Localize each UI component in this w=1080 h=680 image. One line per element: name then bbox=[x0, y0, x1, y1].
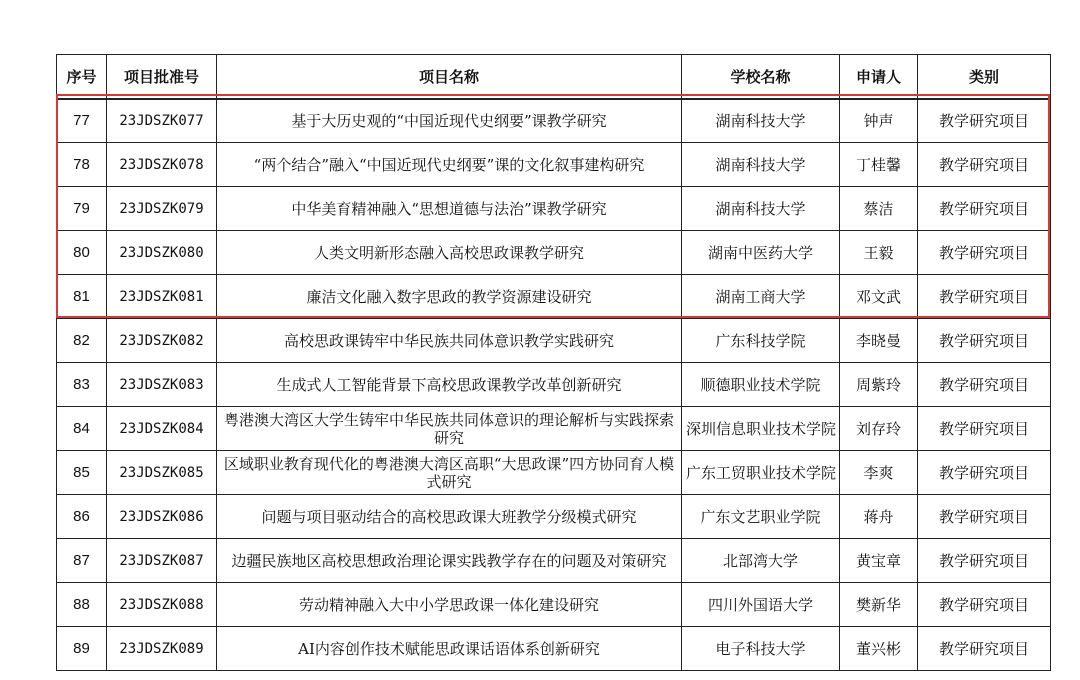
table-row bbox=[57, 143, 1051, 187]
cell-school-name: 电子科技大学 bbox=[682, 627, 840, 671]
cell-category: 教学研究项目 bbox=[918, 231, 1051, 275]
cell-category: 教学研究项目 bbox=[918, 539, 1051, 583]
table-row bbox=[57, 99, 1051, 143]
cell-approval-number: 23JDSZK087 bbox=[107, 539, 217, 583]
cell-applicant: 樊新华 bbox=[840, 583, 918, 627]
header-applicant: 申请人 bbox=[840, 55, 918, 99]
cell-project-name: 生成式人工智能背景下高校思政课教学改革创新研究 bbox=[217, 363, 682, 407]
cell-seq: 84 bbox=[57, 407, 107, 451]
cell-category: 教学研究项目 bbox=[918, 495, 1051, 539]
document-page bbox=[56, 54, 1050, 671]
table-row bbox=[57, 407, 1051, 451]
header-category: 类别 bbox=[918, 55, 1051, 99]
cell-applicant: 李晓曼 bbox=[840, 319, 918, 363]
cell-applicant: 刘存玲 bbox=[840, 407, 918, 451]
cell-category: 教学研究项目 bbox=[918, 187, 1051, 231]
header-school-name: 学校名称 bbox=[682, 55, 840, 99]
cell-seq: 83 bbox=[57, 363, 107, 407]
cell-project-name: AI内容创作技术赋能思政课话语体系创新研究 bbox=[217, 627, 682, 671]
cell-seq: 77 bbox=[57, 99, 107, 143]
table-row bbox=[57, 187, 1051, 231]
cell-applicant: 董兴彬 bbox=[840, 627, 918, 671]
cell-project-name: 中华美育精神融入“思想道德与法治”课教学研究 bbox=[217, 187, 682, 231]
cell-project-name: 廉洁文化融入数字思政的教学资源建设研究 bbox=[217, 275, 682, 319]
cell-project-name: 区域职业教育现代化的粤港澳大湾区高职“大思政课”四方协同育人模式研究 bbox=[217, 451, 682, 495]
cell-approval-number: 23JDSZK078 bbox=[107, 143, 217, 187]
table-header-row bbox=[57, 55, 1051, 99]
cell-project-name: 问题与项目驱动结合的高校思政课大班教学分级模式研究 bbox=[217, 495, 682, 539]
cell-school-name: 湖南科技大学 bbox=[682, 143, 840, 187]
cell-category: 教学研究项目 bbox=[918, 583, 1051, 627]
cell-school-name: 湖南科技大学 bbox=[682, 187, 840, 231]
cell-seq: 87 bbox=[57, 539, 107, 583]
cell-project-name: 边疆民族地区高校思想政治理论课实践教学存在的问题及对策研究 bbox=[217, 539, 682, 583]
cell-applicant: 李爽 bbox=[840, 451, 918, 495]
cell-seq: 79 bbox=[57, 187, 107, 231]
cell-applicant: 周紫玲 bbox=[840, 363, 918, 407]
cell-applicant: 丁桂馨 bbox=[840, 143, 918, 187]
cell-school-name: 顺德职业技术学院 bbox=[682, 363, 840, 407]
cell-approval-number: 23JDSZK083 bbox=[107, 363, 217, 407]
cell-category: 教学研究项目 bbox=[918, 99, 1051, 143]
cell-applicant: 黄宝章 bbox=[840, 539, 918, 583]
cell-seq: 82 bbox=[57, 319, 107, 363]
cell-category: 教学研究项目 bbox=[918, 451, 1051, 495]
cell-approval-number: 23JDSZK079 bbox=[107, 187, 217, 231]
cell-applicant: 蔡洁 bbox=[840, 187, 918, 231]
cell-seq: 78 bbox=[57, 143, 107, 187]
cell-seq: 88 bbox=[57, 583, 107, 627]
project-table bbox=[56, 54, 1051, 671]
header-approval-number: 项目批准号 bbox=[107, 55, 217, 99]
cell-approval-number: 23JDSZK088 bbox=[107, 583, 217, 627]
cell-seq: 85 bbox=[57, 451, 107, 495]
cell-approval-number: 23JDSZK085 bbox=[107, 451, 217, 495]
table-row bbox=[57, 583, 1051, 627]
table-row bbox=[57, 275, 1051, 319]
cell-project-name: 高校思政课铸牢中华民族共同体意识教学实践研究 bbox=[217, 319, 682, 363]
cell-applicant: 邓文武 bbox=[840, 275, 918, 319]
table-row bbox=[57, 319, 1051, 363]
cell-approval-number: 23JDSZK086 bbox=[107, 495, 217, 539]
cell-school-name: 北部湾大学 bbox=[682, 539, 840, 583]
cell-category: 教学研究项目 bbox=[918, 319, 1051, 363]
cell-approval-number: 23JDSZK077 bbox=[107, 99, 217, 143]
cell-project-name: 基于大历史观的“中国近现代史纲要”课教学研究 bbox=[217, 99, 682, 143]
cell-category: 教学研究项目 bbox=[918, 627, 1051, 671]
cell-category: 教学研究项目 bbox=[918, 275, 1051, 319]
cell-approval-number: 23JDSZK084 bbox=[107, 407, 217, 451]
cell-applicant: 蒋舟 bbox=[840, 495, 918, 539]
cell-school-name: 广东文艺职业学院 bbox=[682, 495, 840, 539]
cell-project-name: 粤港澳大湾区大学生铸牢中华民族共同体意识的理论解析与实践探索研究 bbox=[217, 407, 682, 451]
cell-approval-number: 23JDSZK082 bbox=[107, 319, 217, 363]
cell-school-name: 四川外国语大学 bbox=[682, 583, 840, 627]
cell-seq: 89 bbox=[57, 627, 107, 671]
cell-seq: 80 bbox=[57, 231, 107, 275]
cell-school-name: 湖南工商大学 bbox=[682, 275, 840, 319]
cell-applicant: 王毅 bbox=[840, 231, 918, 275]
table-row bbox=[57, 363, 1051, 407]
table-row bbox=[57, 495, 1051, 539]
cell-approval-number: 23JDSZK080 bbox=[107, 231, 217, 275]
table-row bbox=[57, 231, 1051, 275]
cell-seq: 86 bbox=[57, 495, 107, 539]
cell-project-name: 人类文明新形态融入高校思政课教学研究 bbox=[217, 231, 682, 275]
table-row bbox=[57, 627, 1051, 671]
cell-school-name: 深圳信息职业技术学院 bbox=[682, 407, 840, 451]
cell-project-name: 劳动精神融入大中小学思政课一体化建设研究 bbox=[217, 583, 682, 627]
header-project-name: 项目名称 bbox=[217, 55, 682, 99]
cell-category: 教学研究项目 bbox=[918, 363, 1051, 407]
cell-approval-number: 23JDSZK089 bbox=[107, 627, 217, 671]
cell-school-name: 广东科技学院 bbox=[682, 319, 840, 363]
cell-category: 教学研究项目 bbox=[918, 143, 1051, 187]
cell-school-name: 广东工贸职业技术学院 bbox=[682, 451, 840, 495]
cell-seq: 81 bbox=[57, 275, 107, 319]
table-row bbox=[57, 539, 1051, 583]
cell-school-name: 湖南中医药大学 bbox=[682, 231, 840, 275]
table-row bbox=[57, 451, 1051, 495]
cell-project-name: “两个结合”融入“中国近现代史纲要”课的文化叙事建构研究 bbox=[217, 143, 682, 187]
cell-approval-number: 23JDSZK081 bbox=[107, 275, 217, 319]
header-seq: 序号 bbox=[57, 55, 107, 99]
cell-category: 教学研究项目 bbox=[918, 407, 1051, 451]
cell-school-name: 湖南科技大学 bbox=[682, 99, 840, 143]
cell-applicant: 钟声 bbox=[840, 99, 918, 143]
